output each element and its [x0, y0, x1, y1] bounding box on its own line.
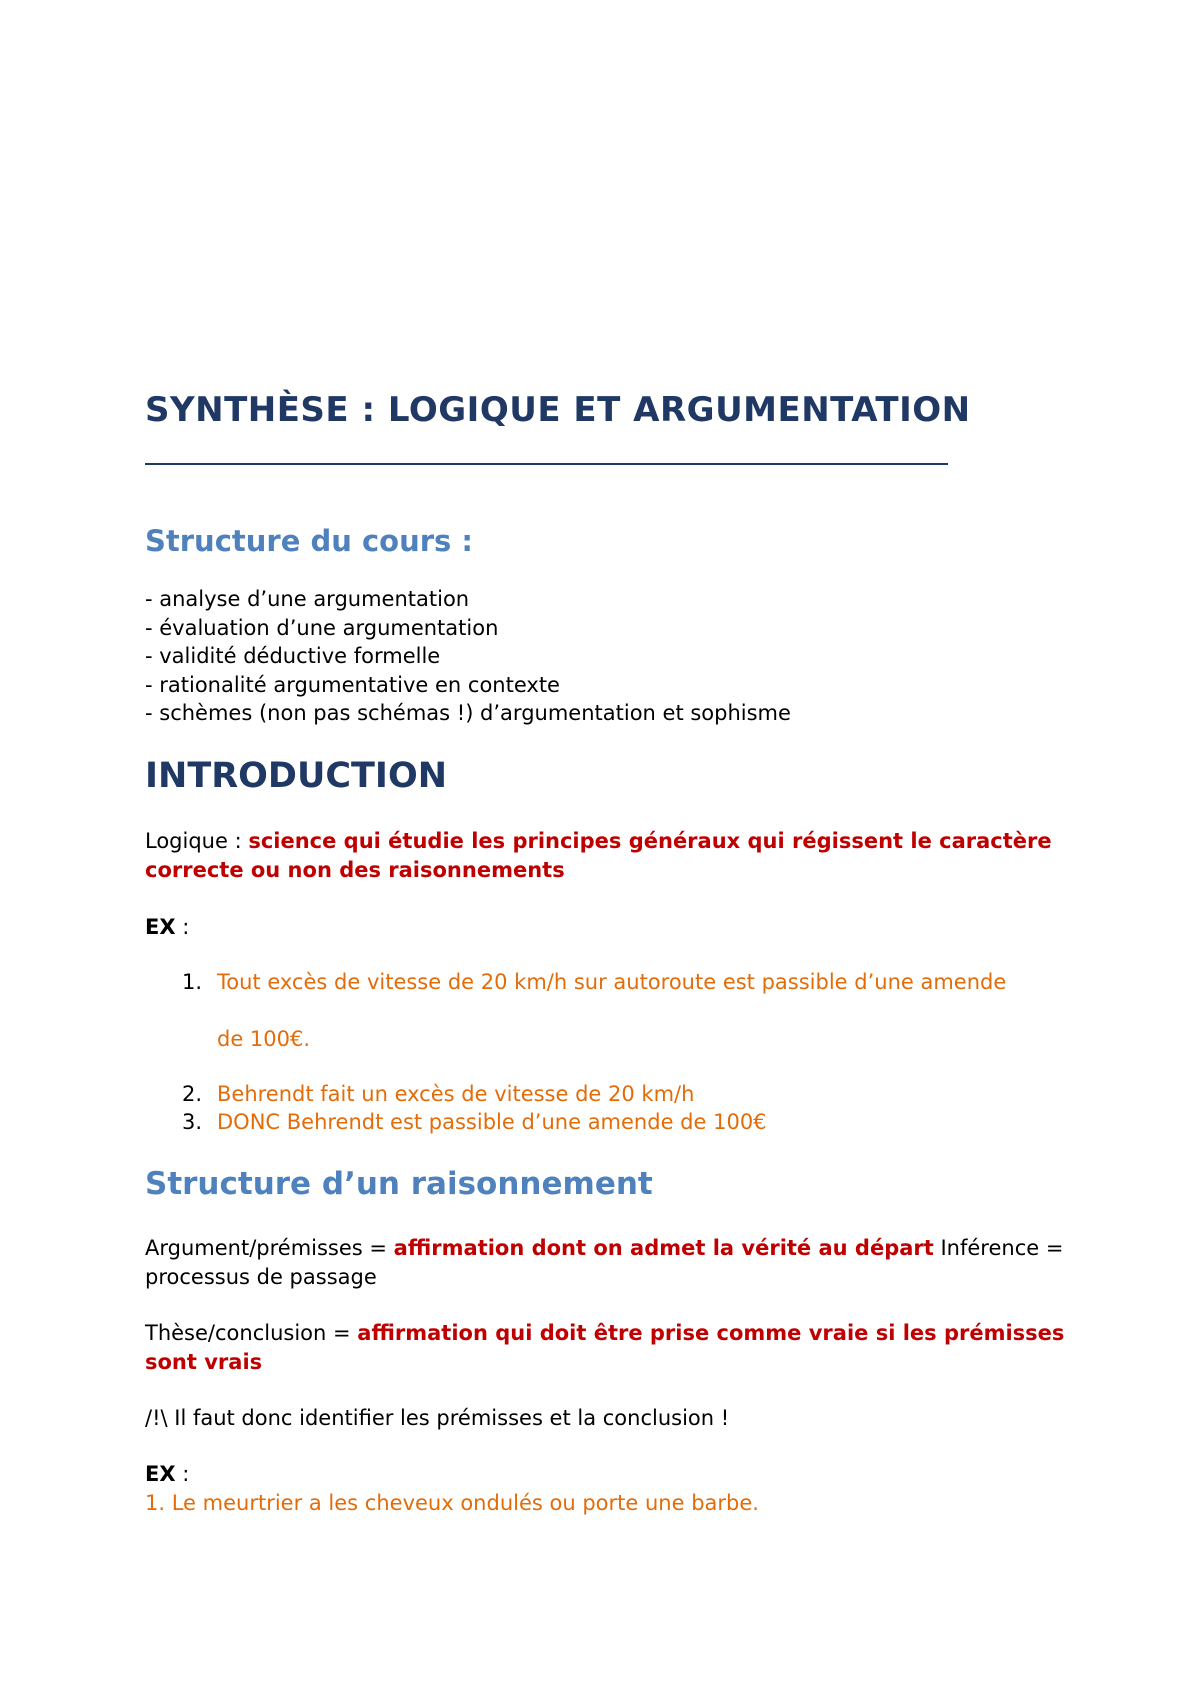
example-1-list: [182, 970, 1082, 1134]
title-underline: [145, 463, 948, 465]
logique-label: Logique :: [145, 829, 249, 853]
list-item: - évaluation d’une argumentation: [145, 615, 499, 640]
list-item: - validité déductive formelle: [145, 644, 441, 669]
logique-definition-text: science qui étudie les principes généraux qui régissent le caractère: [248, 829, 1052, 853]
item-text: Tout excès de vitesse de 20 km/h sur autoroute est passible d’une amende: [217, 970, 1007, 994]
list-item: - schèmes (non pas schémas !) d’argumentation et sophisme: [145, 701, 791, 726]
warning-note: /!\ Il faut donc identifier les prémisses et la conclusion !: [145, 1406, 730, 1430]
example-2-item: 1. Le meurtrier a les cheveux ondulés ou porte une barbe.: [145, 1490, 759, 1515]
these-definition-text: affirmation qui doit être prise comme vraie si les prémisses: [357, 1321, 1065, 1345]
item-text: DONC Behrendt est passible d’une amende de 100€: [217, 1110, 767, 1134]
structure-list: [145, 585, 791, 728]
list-item: - rationalité argumentative en contexte: [145, 672, 560, 697]
argument-definition-text: affirmation dont on admet la vérité au départ: [393, 1236, 934, 1260]
document-title: SYNTHÈSE : LOGIQUE ET ARGUMENTATION: [145, 390, 971, 430]
inference-text: processus de passage: [145, 1264, 377, 1289]
these-label: Thèse/conclusion =: [145, 1321, 358, 1345]
logique-definition: [145, 827, 1065, 884]
raisonnement-heading: Structure d’un raisonnement: [145, 1166, 653, 1202]
item-number: 1.: [182, 970, 203, 994]
example-label: [145, 913, 1065, 942]
logique-definition-text-2: correcte ou non des raisonnements: [145, 857, 565, 882]
example-2-label: [145, 1460, 1065, 1517]
inference-label: Inférence =: [933, 1236, 1064, 1260]
argument-definition: [145, 1234, 1065, 1291]
ex-colon: :: [175, 1462, 190, 1486]
these-definition-text-2: sont vrais: [145, 1349, 263, 1374]
argument-label: Argument/prémisses =: [145, 1236, 394, 1260]
item-text: Behrendt fait un excès de vitesse de 20 km/h: [217, 1082, 695, 1106]
structure-heading: Structure du cours :: [145, 524, 473, 558]
introduction-heading: INTRODUCTION: [145, 756, 447, 796]
ex-colon: :: [175, 915, 190, 939]
ex-label: EX: [145, 1462, 176, 1486]
these-definition: [145, 1319, 1065, 1376]
item-number: 3.: [182, 1110, 203, 1134]
list-item: - analyse d’une argumentation: [145, 587, 470, 611]
ex-label: EX: [145, 915, 176, 939]
item-text-continued: de 100€.: [217, 1027, 311, 1051]
item-number: 2.: [182, 1082, 203, 1106]
